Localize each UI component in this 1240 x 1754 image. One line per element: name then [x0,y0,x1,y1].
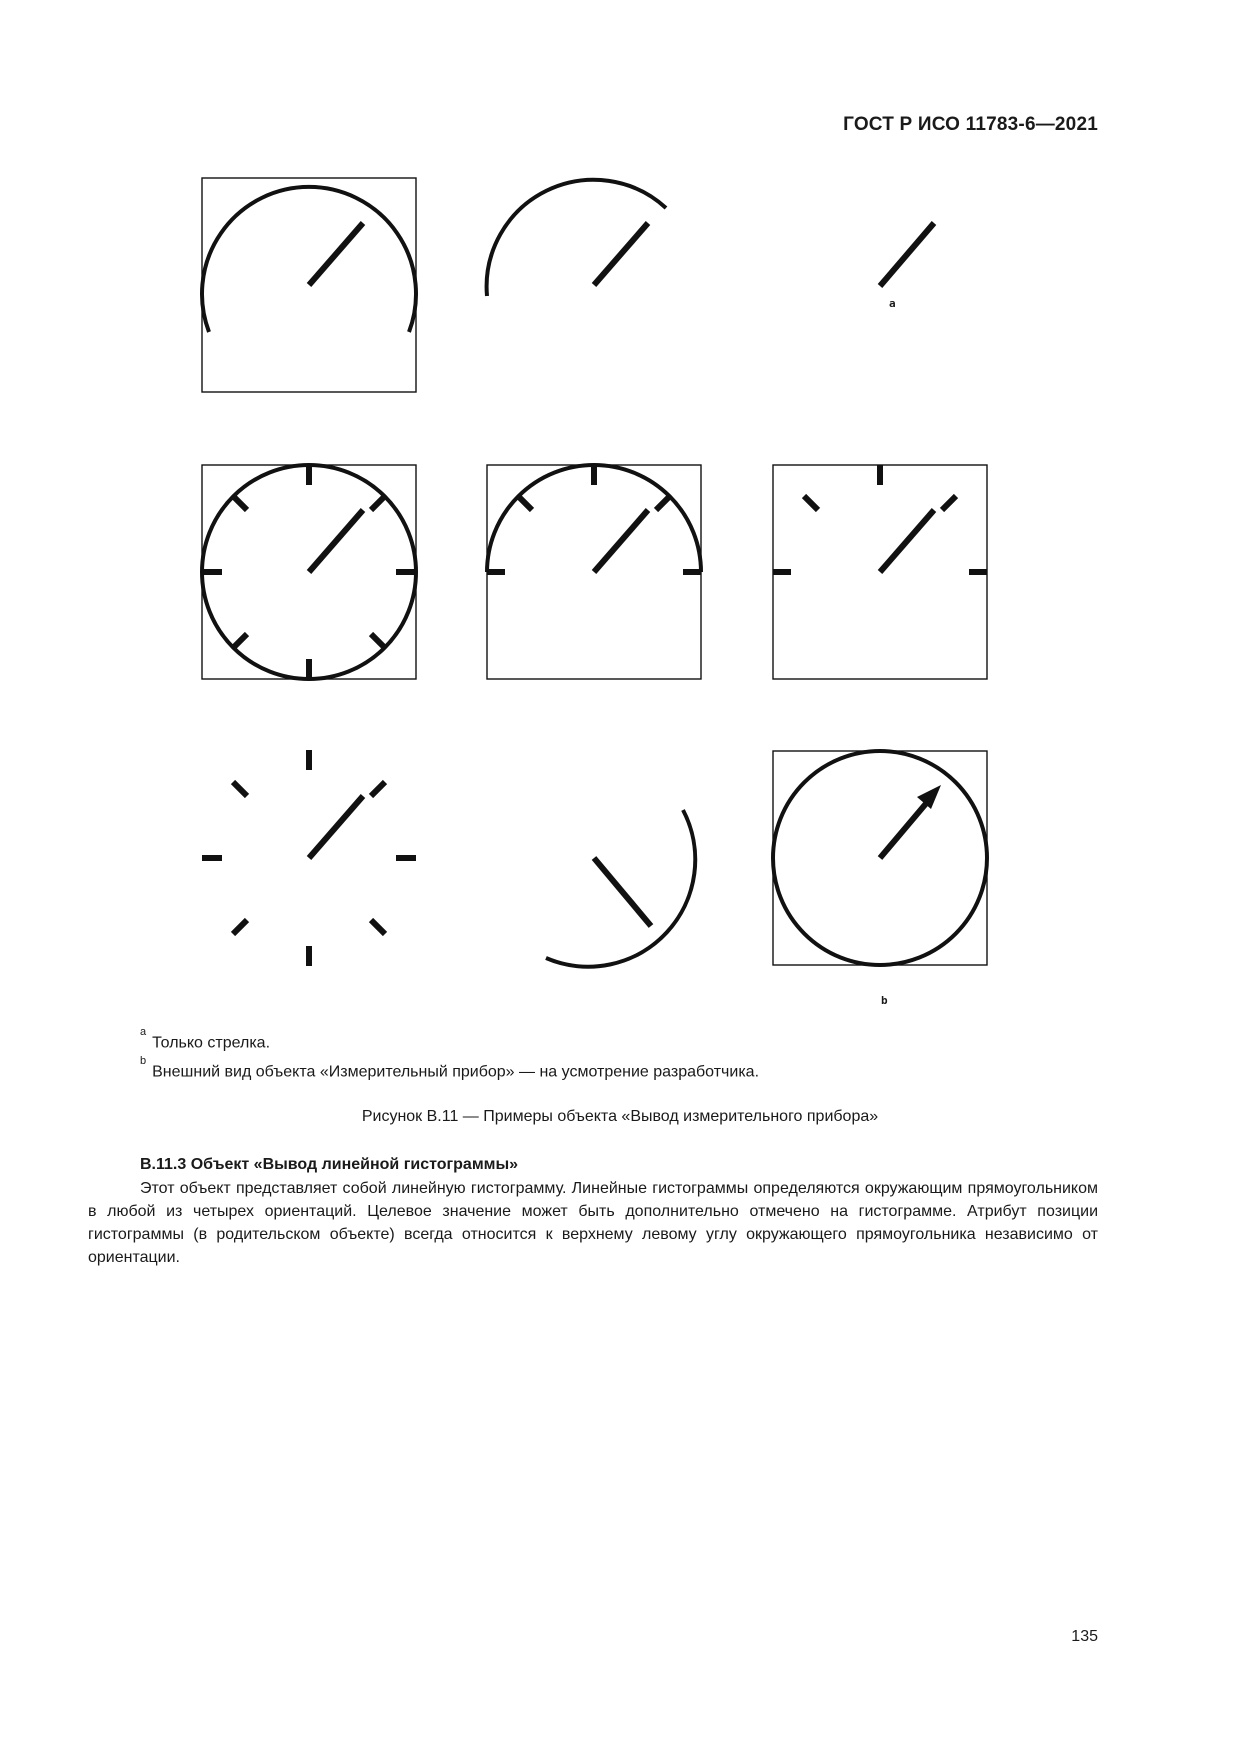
footnote-a [140,1026,271,1052]
gauge-panel-2 [487,180,666,296]
gauge-needle [880,510,934,572]
gauge-arc [487,180,666,296]
figure-marker-b: b [881,994,888,1007]
footnote-marker: b [140,1055,147,1067]
gauge-needle [880,223,934,286]
gauge-needle [594,223,648,285]
standard-header: ГОСТ Р ИСО 11783-6—2021 [843,114,1098,135]
gauge-panel-7 [202,750,416,966]
page-number: 135 [1071,1628,1098,1645]
gauge-needle [309,510,363,572]
figure-marker-a: a [889,297,896,310]
gauge-panel-6 [773,465,987,679]
footnote-text: Внешний вид объекта «Измерительный прибор» — на усмотрение разработчика. [152,1063,760,1081]
gauge-needle [594,858,651,926]
gauge-panel-9 [773,751,987,965]
gauge-panel-1 [202,178,416,392]
gauge-needle [309,796,363,858]
figure-caption: Рисунок В.11 — Примеры объекта «Вывод измерительного прибора» [361,1108,879,1125]
section-paragraph: Этот объект представляет собой линейную гистограмму. Линейные гистограммы определяются окружающим прямоугольником в любой из четырех ориентаций. Целевое значение может быть дополнительно отмечено на гистограмме. Атрибут позиции гистограммы (в родительском объекте) всегда относится к верхнему левому углу окружающего прямоугольника независимо от ориентации. [88,1180,1098,1266]
footnote-marker: a [140,1026,147,1038]
gauge-needle [309,223,363,285]
gauge-panel-5 [487,465,701,679]
gauge-panel-4 [202,465,416,679]
gauge-panel-8 [546,810,695,967]
section-title: В.11.3 Объект «Вывод линейной гистограммы» [140,1156,519,1173]
gauge-arc [202,187,416,332]
gauge-ticks [773,465,987,572]
gauge-ticks [487,465,701,572]
gauge-panel-3 [880,223,934,286]
footnote-text: Только стрелка. [152,1034,271,1052]
footnote-b [140,1055,760,1081]
gauge-needle [880,800,929,858]
gauge-needle [594,510,648,572]
